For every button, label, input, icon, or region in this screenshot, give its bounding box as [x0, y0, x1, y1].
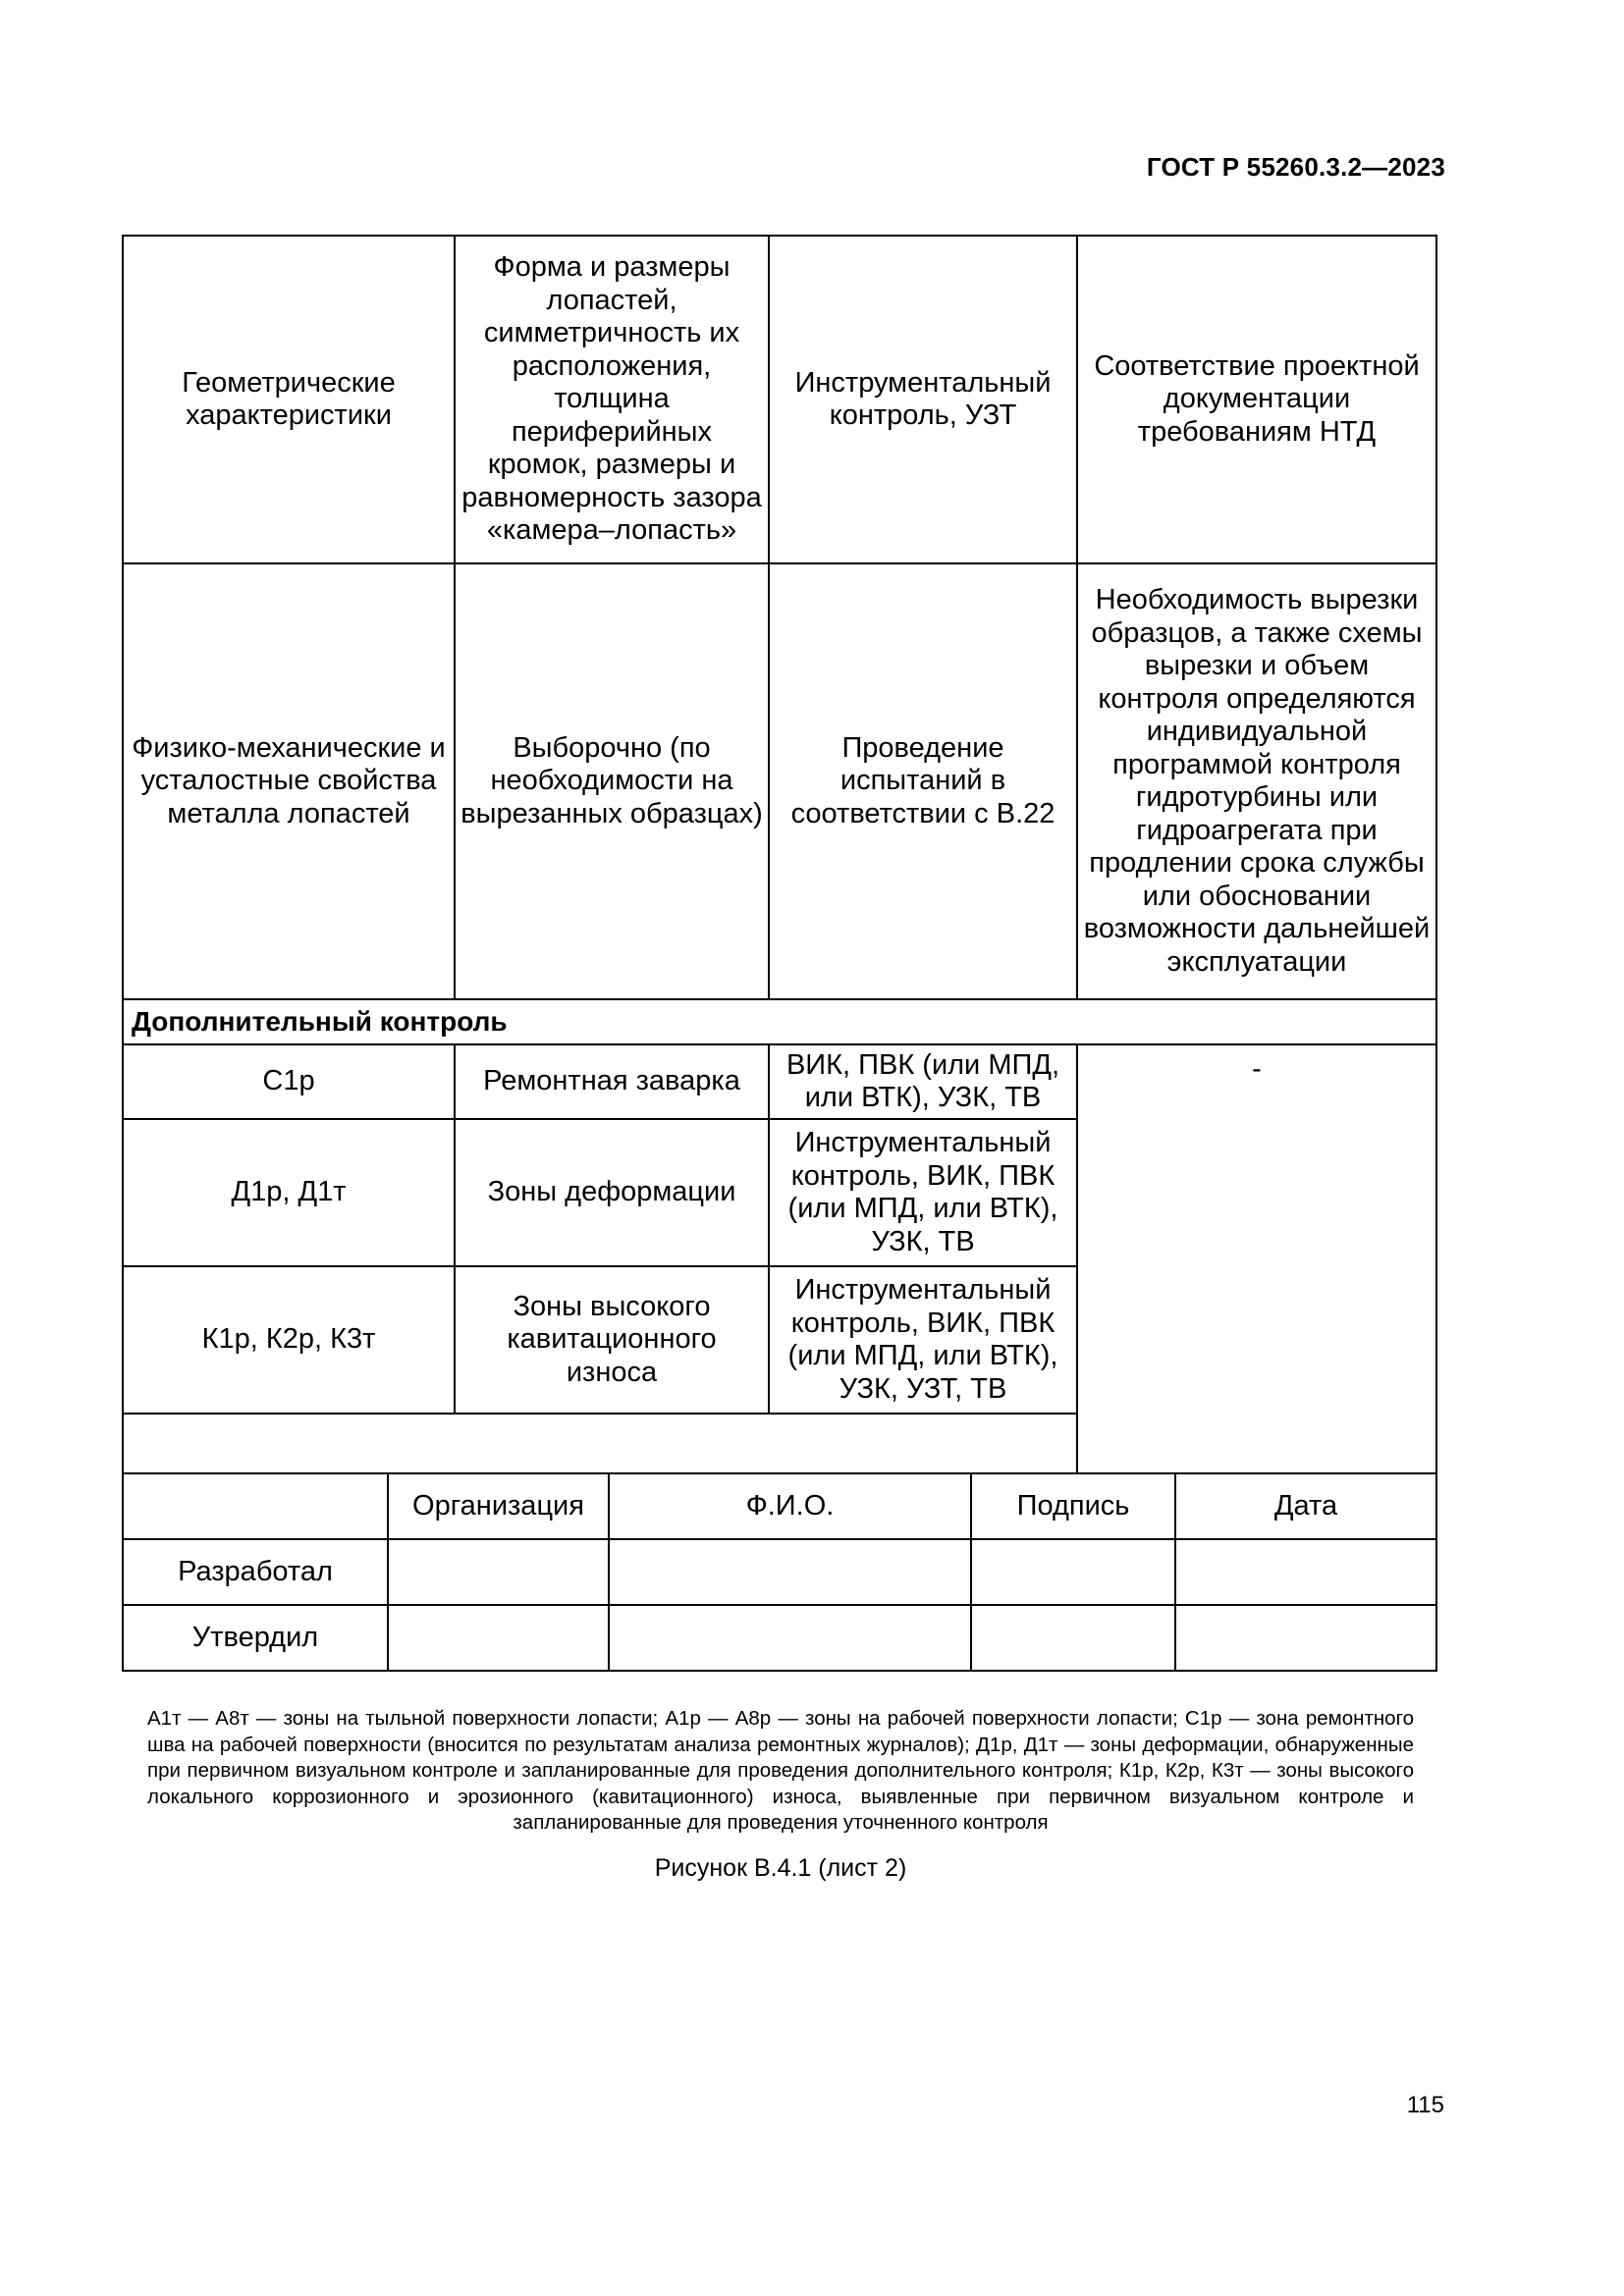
cell-object: Зоны деформации — [455, 1119, 769, 1266]
blank-cell — [609, 1539, 971, 1605]
cell-method: Проведение испытаний в соответствии с В.22 — [769, 563, 1077, 999]
blank-cell — [1175, 1539, 1436, 1605]
header-date: Дата — [1175, 1473, 1436, 1539]
cell-object: Ремонтная заварка — [455, 1044, 769, 1119]
figure-caption: Рисунок В.4.1 (лист 2) — [654, 1854, 907, 1882]
control-table-sheet — [122, 235, 1435, 1668]
cell-method: ВИК, ПВК (или МПД, или ВТК), УЗК, ТВ — [769, 1044, 1077, 1119]
figure-notes: А1т — А8т — зоны на тыльной поверхности лопасти; А1р — А8р — зоны на рабочей поверхности лопасти; С1р — зона ремонтного шва на рабочей поверхности (вносится по результатам анализа ремонтных журналов); Д1р, Д1т — зоны деформации, обнаруженные при первичном визуальном контроле и запланированные для проведения дополнительного контроля; К1р, К2р, К3т — зоны высокого локального коррозионного и эрозионного (кавитационного) износа, выявленные при первичном визуальном контроле и запланированные для проведения уточненного контроля — [147, 1707, 1414, 1834]
cell-criteria: Необходимость вырезки образцов, а также схемы вырезки и объем контроля определяются индивидуальной программой контроля гидротурбины или гидроагрегата при продлении срока службы или обосновании возможности дальнейшей эксплуатации — [1077, 563, 1436, 999]
table-row — [123, 236, 1436, 563]
blank-cell — [388, 1539, 609, 1605]
table-row — [123, 1044, 1436, 1119]
header-signature: Подпись — [971, 1473, 1175, 1539]
table-row — [123, 563, 1436, 999]
header-organization: Организация — [388, 1473, 609, 1539]
cell-zone: К1р, К2р, К3т — [123, 1266, 455, 1414]
signature-header-row — [123, 1473, 1436, 1539]
cell-method: Инструментальный контроль, ВИК, ПВК (или МПД, или ВТК), УЗК, ТВ — [769, 1119, 1077, 1266]
section-row — [123, 999, 1436, 1044]
cell-parameter: Геометрические характеристики — [123, 236, 455, 563]
empty-cell — [123, 1414, 1077, 1473]
cell-object: Форма и размеры лопастей, симметричность их расположения, толщина периферийных кромок, размеры и равномерность зазора «камера–лопасть» — [455, 236, 769, 563]
cell-object: Выборочно (по необходимости на вырезанных образцах) — [455, 563, 769, 999]
cell-zone: Д1р, Д1т — [123, 1119, 455, 1266]
blank-cell — [1175, 1605, 1436, 1671]
control-table — [122, 235, 1437, 1474]
cell-method: Инструментальный контроль, ВИК, ПВК (или МПД, или ВТК), УЗК, УЗТ, ТВ — [769, 1266, 1077, 1414]
cell-zone: С1р — [123, 1044, 455, 1119]
empty-header-cell — [123, 1473, 388, 1539]
signature-table — [122, 1472, 1437, 1672]
document-code: ГОСТ Р 55260.3.2—2023 — [1146, 152, 1445, 182]
section-title: Дополнительный контроль — [123, 999, 1436, 1044]
blank-cell — [609, 1605, 971, 1671]
cell-criteria: - — [1077, 1044, 1436, 1473]
header-full-name: Ф.И.О. — [609, 1473, 971, 1539]
signature-row — [123, 1605, 1436, 1671]
cell-object: Зоны высокого кавитационного износа — [455, 1266, 769, 1414]
role-approved: Утвердил — [123, 1605, 388, 1671]
cell-criteria: Соответствие проектной документации требованиям НТД — [1077, 236, 1436, 563]
blank-cell — [971, 1539, 1175, 1605]
page-number: 115 — [1406, 2092, 1444, 2118]
blank-cell — [971, 1605, 1175, 1671]
cell-parameter: Физико-механические и усталостные свойства металла лопастей — [123, 563, 455, 999]
signature-row — [123, 1539, 1436, 1605]
role-developed: Разработал — [123, 1539, 388, 1605]
blank-cell — [388, 1605, 609, 1671]
cell-method: Инструментальный контроль, УЗТ — [769, 236, 1077, 563]
